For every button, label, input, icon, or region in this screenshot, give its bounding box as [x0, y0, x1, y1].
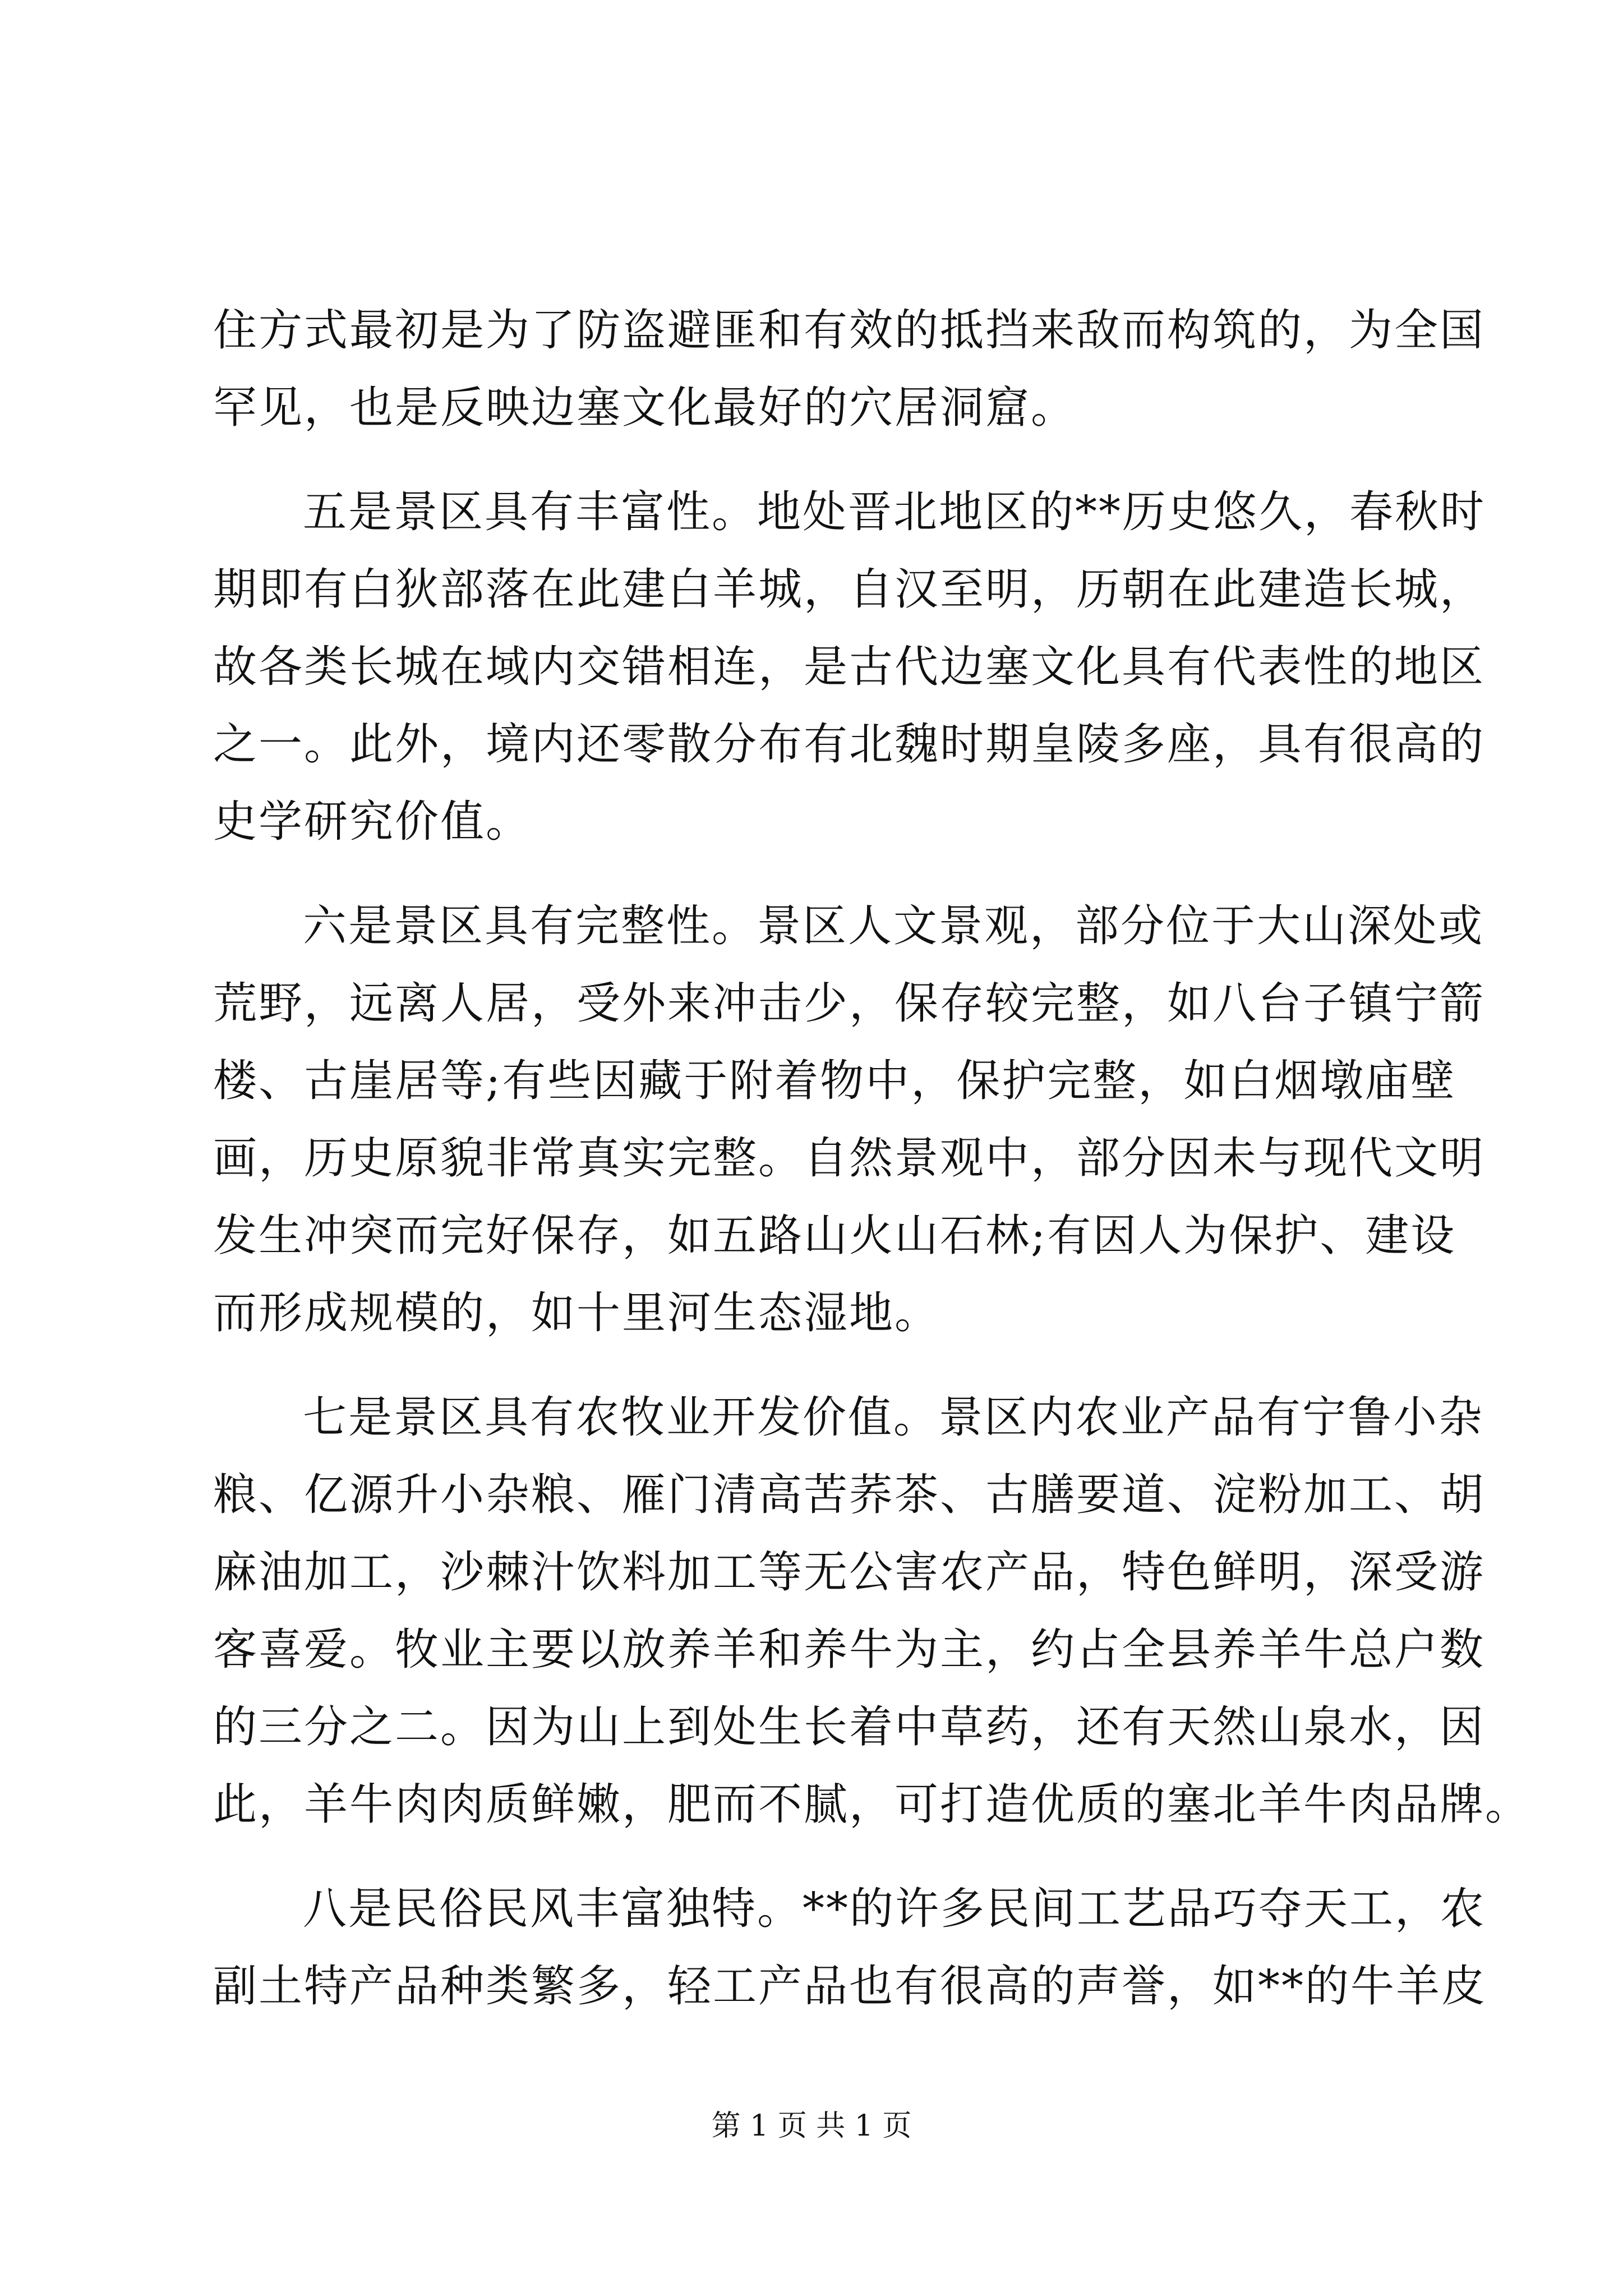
- paragraph: [213, 1870, 1487, 2025]
- text-line: 粮、亿源升小杂粮、雁门清高苦荞茶、古膳要道、淀粉加工、胡: [213, 1470, 1486, 1520]
- text-line: 荒野，远离人居，受外来冲击少，保存较完整，如八台子镇宁箭: [213, 978, 1486, 1029]
- text-line: 故各类长城在域内交错相连，是古代边塞文化具有代表性的地区: [213, 642, 1486, 692]
- text-line: 七是景区具有农牧业开发价值。景区内农业产品有宁鲁小杂: [303, 1392, 1484, 1443]
- text-line: 麻油加工，沙棘汁饮料加工等无公害农产品，特色鲜明，深受游: [213, 1547, 1486, 1598]
- text-line: 住方式最初是为了防盗避匪和有效的抵挡来敌而构筑的，为全国: [213, 305, 1486, 356]
- text-line: 副土特产品种类繁多，轻工产品也有很高的声誉，如**的牛羊皮: [213, 1961, 1487, 2012]
- text-line: 罕见，也是反映边塞文化最好的穴居洞窟。: [213, 383, 1077, 433]
- text-line: 五是景区具有丰富性。地处晋北地区的**历史悠久，春秋时: [303, 487, 1486, 537]
- text-line: 六是景区具有完整性。景区人文景观，部分位于大山深处或: [303, 901, 1484, 951]
- text-line: 的三分之二。因为山上到处生长着中草药，还有天然山泉水，因: [213, 1702, 1486, 1752]
- text-line: 史学研究价值。: [213, 797, 532, 847]
- text-line: 发生冲突而完好保存，如五路山火山石林;有因人为保护、建设: [213, 1211, 1456, 1261]
- paragraph: [213, 292, 1486, 447]
- page-footer: [0, 2106, 1623, 2146]
- text-line: 此，羊牛肉肉质鲜嫩，肥而不腻，可打造优质的塞北羊牛肉品牌。: [213, 1779, 1531, 1830]
- text-line: 而形成规模的，如十里河生态湿地。: [213, 1288, 940, 1338]
- text-line: 楼、古崖居等;有些因藏于附着物中，保护完整，如白烟墩庙壁: [213, 1056, 1456, 1106]
- text-line: 八是民俗民风丰富独特。**的许多民间工艺品巧夺天工，农: [303, 1884, 1486, 1934]
- document-body: [213, 292, 1531, 2025]
- paragraph: [213, 473, 1486, 861]
- text-line: 画，历史原貌非常真实完整。自然景观中，部分因未与现代文明: [213, 1133, 1486, 1184]
- text-line: 之一。此外，境内还零散分布有北魏时期皇陵多座，具有很高的: [213, 719, 1486, 770]
- page-number-label: 第 1 页 共 1 页: [711, 2109, 912, 2143]
- text-line: 期即有白狄部落在此建白羊城，自汉至明，历朝在此建造长城，: [213, 564, 1486, 615]
- text-line: 客喜爱。牧业主要以放养羊和养牛为主，约占全县养羊牛总户数: [213, 1625, 1486, 1675]
- paragraph: [213, 1379, 1531, 1843]
- paragraph: [213, 887, 1486, 1352]
